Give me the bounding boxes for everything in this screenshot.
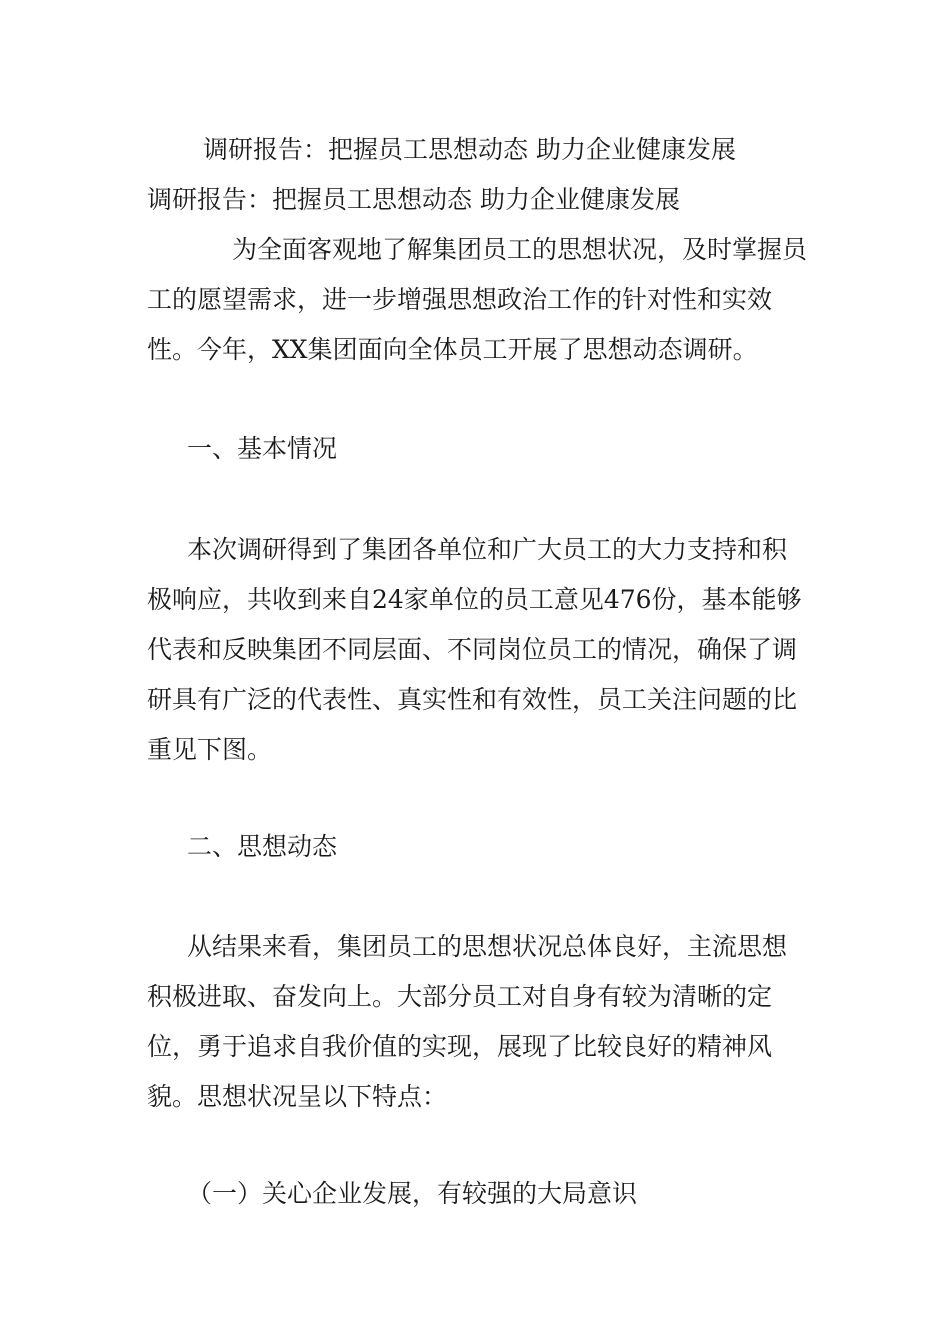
section-heading-basic-situation: 一、基本情况 bbox=[187, 434, 338, 463]
document-title: 调研报告：把握员工思想动态 助力企业健康发展 bbox=[203, 135, 736, 164]
basic-situation-paragraph: 本次调研得到了集团各单位和广大员工的大力支持和积极响应，共收到来自24家单位的员工意见476份，基本能够代表和反映集团不同层面、不同岗位员工的情况，确保了调研具有广泛的代表性、真实性和有效性，员工关注问题的比重见下图。 bbox=[147, 535, 802, 764]
section-heading-ideological-trends: 二、思想动态 bbox=[187, 832, 338, 861]
subsection-heading-care-for-enterprise: （一）关心企业发展，有较强的大局意识 bbox=[187, 1179, 638, 1208]
document-title-repeat: 调研报告：把握员工思想动态 助力企业健康发展 bbox=[147, 185, 680, 214]
intro-paragraph: 为全面客观地了解集团员工的思想状况，及时掌握员工的愿望需求，进一步增强思想政治工作的针对性和实效性。今年，XX集团面向全体员工开展了思想动态调研。 bbox=[147, 235, 808, 364]
ideological-trends-paragraph: 从结果来看，集团员工的思想状况总体良好，主流思想积极进取、奋发向上。大部分员工对自身有较为清晰的定位，勇于追求自我价值的实现，展现了比较良好的精神风貌。思想状况呈以下特点： bbox=[147, 932, 788, 1111]
